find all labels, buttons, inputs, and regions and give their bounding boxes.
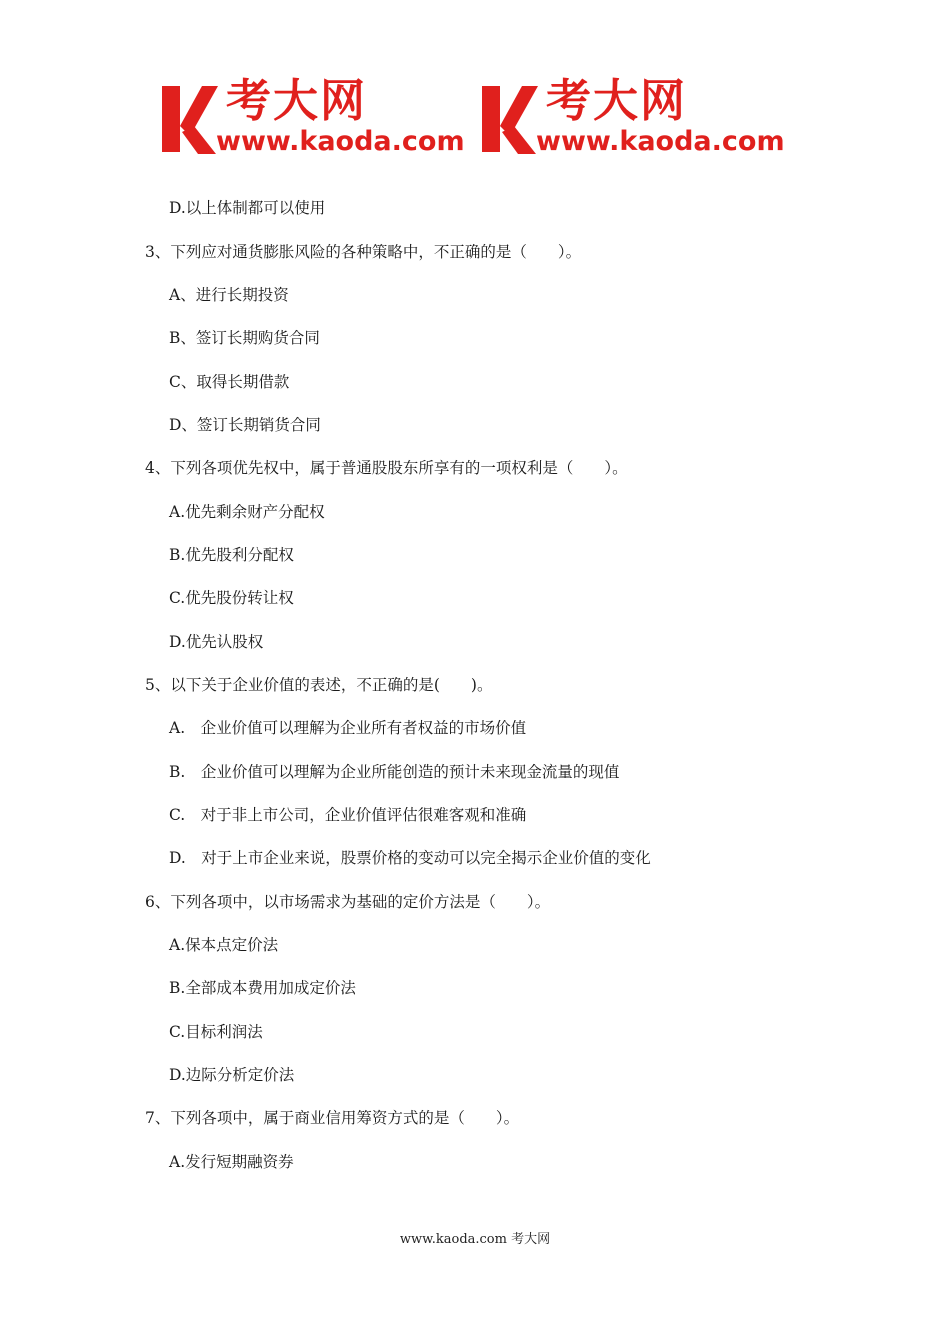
kaoda-logo[interactable]	[480, 76, 796, 160]
option-line: A.发行短期融资券	[169, 1153, 294, 1171]
option-line: C、取得长期借款	[169, 373, 290, 391]
header-logos	[160, 76, 800, 160]
logo-url: www.kaoda.com	[536, 126, 785, 157]
option-line: D.以上体制都可以使用	[169, 199, 326, 217]
option-line: A.保本点定价法	[169, 936, 279, 954]
page-footer: www.kaoda.com 考大网	[399, 1232, 551, 1247]
logo-name: 考大网	[546, 74, 688, 127]
option-line: D.优先认股权	[169, 633, 264, 651]
question-line: 3、下列应对通货膨胀风险的各种策略中，不正确的是（ ）。	[145, 243, 582, 261]
k-logo-icon	[160, 82, 220, 156]
option-line: C.目标利润法	[169, 1023, 263, 1041]
logo-name: 考大网	[226, 74, 368, 127]
option-line: B、签订长期购货合同	[169, 329, 320, 347]
option-line: A.优先剩余财产分配权	[169, 503, 325, 521]
option-line: B.优先股利分配权	[169, 546, 294, 564]
option-line: B. 企业价值可以理解为企业所能创造的预计未来现金流量的现值	[169, 763, 620, 781]
option-line: A、进行长期投资	[169, 286, 289, 304]
question-line: 7、下列各项中，属于商业信用筹资方式的是（ ）。	[145, 1109, 520, 1127]
option-line: A. 企业价值可以理解为企业所有者权益的市场价值	[169, 719, 527, 737]
question-line: 6、下列各项中，以市场需求为基础的定价方法是（ ）。	[145, 893, 551, 911]
question-line: 4、下列各项优先权中，属于普通股股东所享有的一项权利是（ ）。	[145, 459, 628, 477]
question-line: 5、以下关于企业价值的表述，不正确的是( )。	[145, 676, 493, 694]
option-line: D. 对于上市企业来说，股票价格的变动可以完全揭示企业价值的变化	[169, 849, 651, 867]
option-line: D.边际分析定价法	[169, 1066, 295, 1084]
logo-url: www.kaoda.com	[216, 126, 465, 157]
option-line: C.优先股份转让权	[169, 589, 294, 607]
k-logo-icon	[480, 82, 540, 156]
option-line: D、签订长期销货合同	[169, 416, 321, 434]
kaoda-logo[interactable]	[160, 76, 476, 160]
option-line: C. 对于非上市公司，企业价值评估很难客观和准确	[169, 806, 527, 824]
option-line: B.全部成本费用加成定价法	[169, 979, 356, 997]
